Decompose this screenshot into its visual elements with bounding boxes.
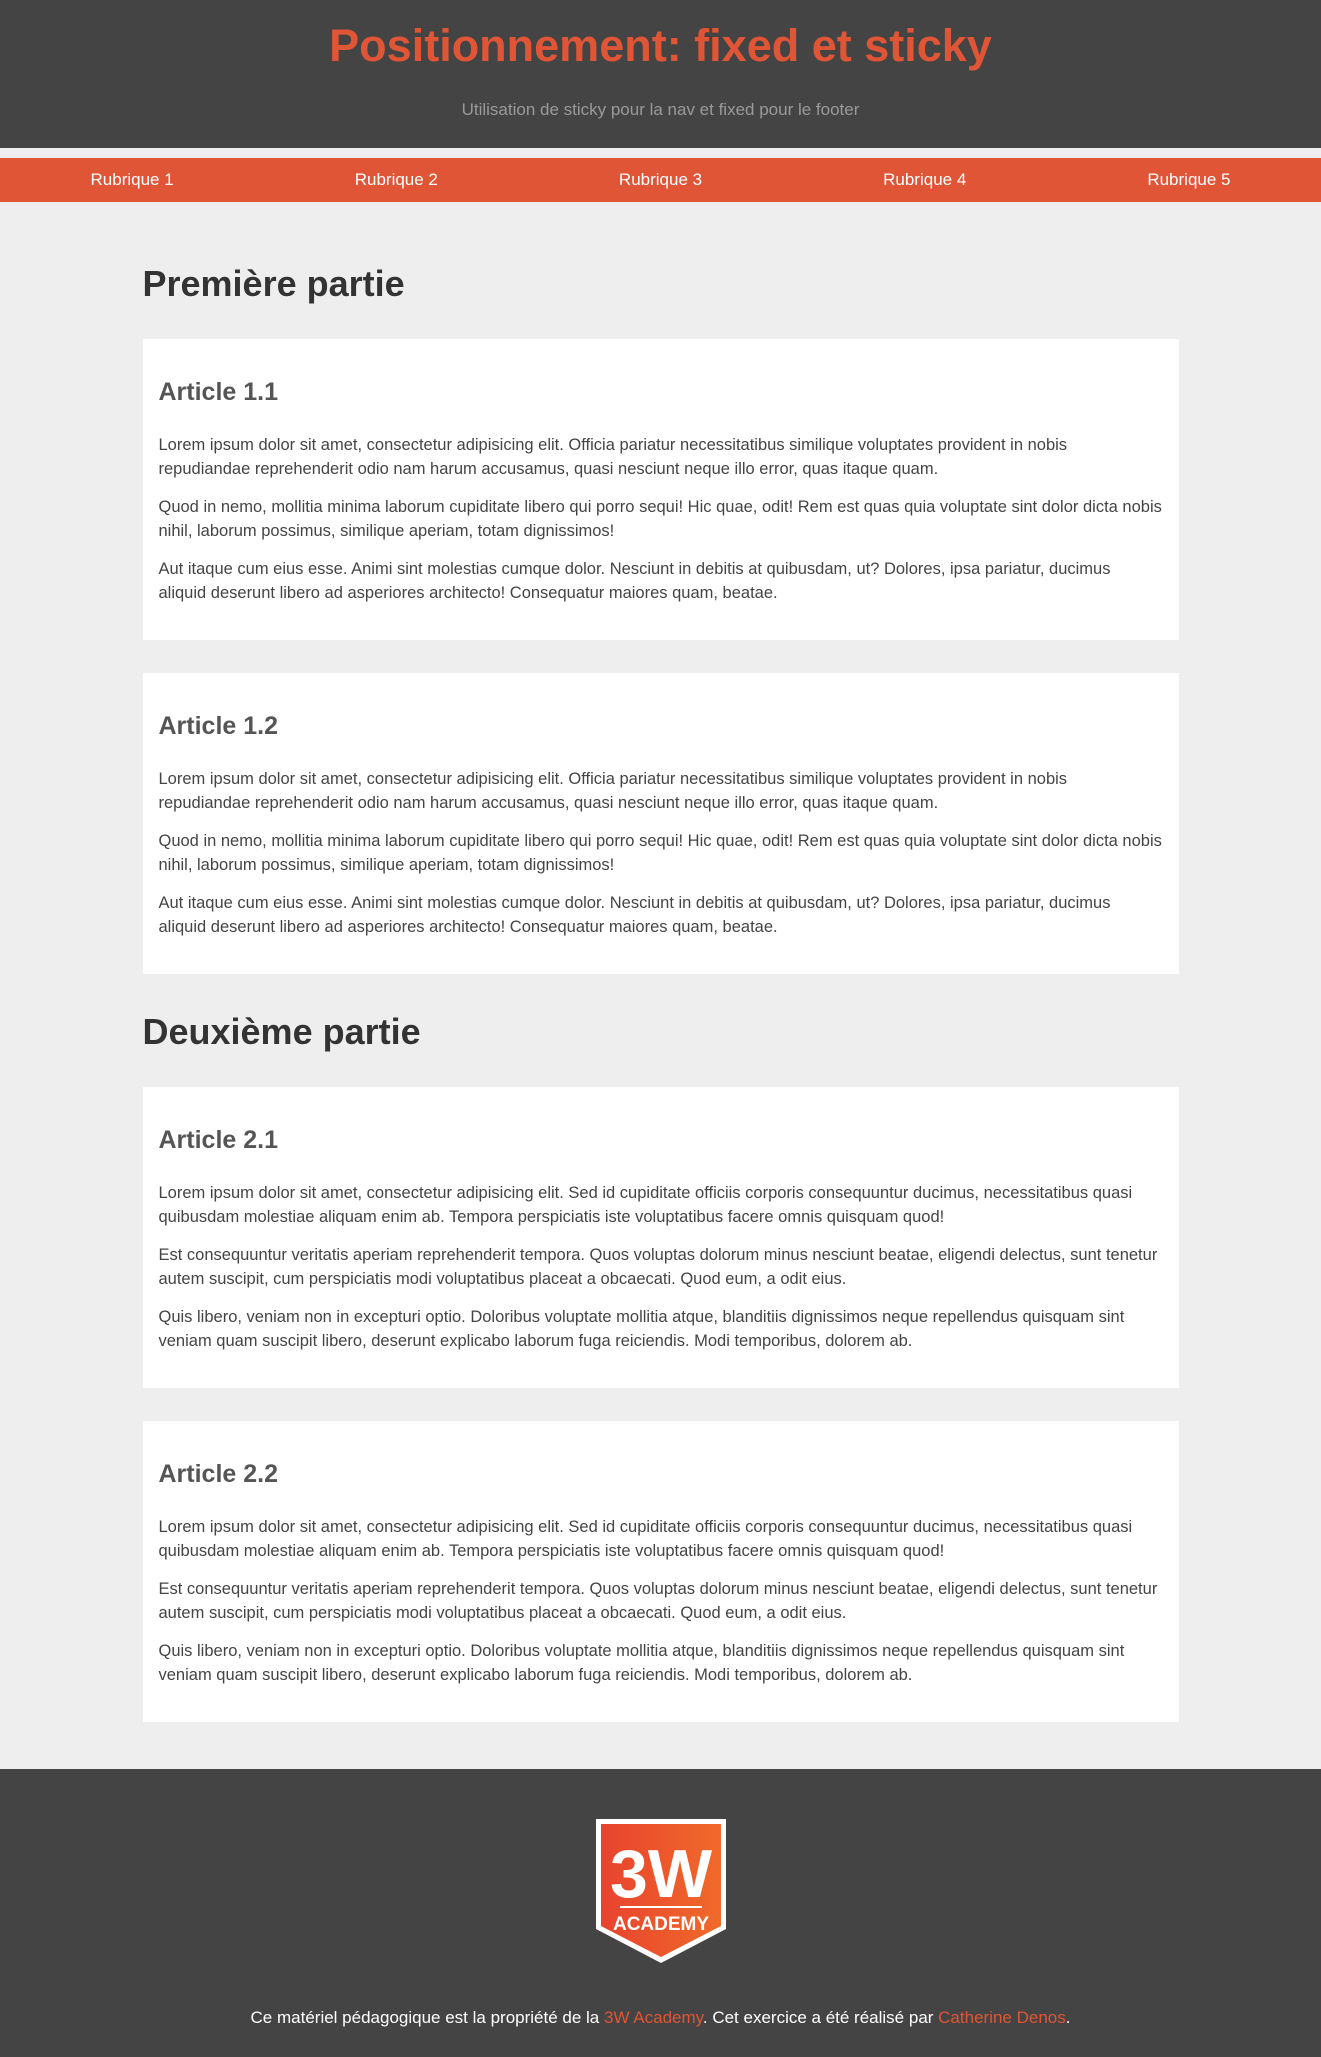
article-card	[143, 339, 1179, 640]
article-title: Article 2.2	[158, 1460, 279, 1488]
footer-text-before: Ce matériel pédagogique est la propriété de la	[250, 2008, 604, 2027]
article-title: Article 1.1	[158, 378, 279, 406]
article-title: Article 2.1	[158, 1126, 279, 1154]
site-footer	[0, 1769, 1321, 2057]
article-paragraph: Quod in nemo, mollitia minima laborum cupiditate libero qui porro sequi! Hic quae, odit! Rem est quas quia voluptate sint dolor dicta nobis nihil, laborum possimus, similique aperiam, totam dignissimos!	[158, 832, 1162, 874]
page-subtitle: Utilisation de sticky pour la nav et fixed pour le footer	[461, 100, 860, 119]
footer-text-middle: . Cet exercice a été réalisé par	[702, 2008, 939, 2027]
article-paragraph: Est consequuntur veritatis aperiam reprehenderit tempora. Quos voluptas dolorum minus nesciunt beatae, eligendi delectus, sunt tenetur autem suscipit, cum perspiciatis modi voluptatibus placeat a obcaecati. Quod eum, a odit eius.	[158, 1580, 1158, 1622]
footer-credits	[0, 2008, 1321, 2028]
part-two	[143, 1010, 1179, 1722]
article-card	[143, 1087, 1179, 1388]
main-nav	[0, 158, 1321, 202]
article-title: Article 1.2	[158, 712, 279, 740]
article-paragraph: Est consequuntur veritatis aperiam reprehenderit tempora. Quos voluptas dolorum minus nesciunt beatae, eligendi delectus, sunt tenetur autem suscipit, cum perspiciatis modi voluptatibus placeat a obcaecati. Quod eum, a odit eius.	[158, 1246, 1158, 1288]
article-paragraph: Quis libero, veniam non in excepturi optio. Doloribus voluptate mollitia atque, blanditiis dignissimos neque repellendus quisquam sint veniam quam suscipit libero, deserunt explicabo laborum fuga reiciendis. Modi temporibus, dolorem ab.	[158, 1642, 1125, 1684]
footer-text-after: .	[1065, 2008, 1071, 2027]
article-paragraph: Aut itaque cum eius esse. Animi sint molestias cumque dolor. Nesciunt in debitis at quibusdam, ut? Dolores, ipsa pariatur, ducimus aliquid deserunt libero ad asperiores architecto! Consequatur maiores quam, beatae.	[158, 894, 1111, 936]
nav-item-rubrique-1[interactable]: Rubrique 1	[90, 170, 174, 189]
main-content	[143, 202, 1179, 1722]
3w-academy-logo	[594, 1817, 728, 1965]
article-paragraph: Aut itaque cum eius esse. Animi sint molestias cumque dolor. Nesciunt in debitis at quibusdam, ut? Dolores, ipsa pariatur, ducimus aliquid deserunt libero ad asperiores architecto! Consequatur maiores quam, beatae.	[158, 560, 1111, 602]
logo-text-3w: 3W	[610, 1836, 712, 1912]
part-one	[143, 262, 1179, 974]
nav-item-rubrique-2[interactable]: Rubrique 2	[354, 170, 438, 189]
part-title: Deuxième partie	[142, 1011, 421, 1052]
site-header	[0, 0, 1321, 148]
3w-academy-link[interactable]: 3W Academy	[603, 2008, 703, 2027]
part-title: Première partie	[142, 263, 405, 304]
article-paragraph: Lorem ipsum dolor sit amet, consectetur adipisicing elit. Officia pariatur necessitatibus similique voluptates provident in nobis repudiandae reprehenderit odio nam harum accusamus, quasi nesciunt neque illo error, quas itaque quam.	[158, 436, 1068, 478]
page-title: Positionnement: fixed et sticky	[329, 20, 992, 71]
article-paragraph: Lorem ipsum dolor sit amet, consectetur adipisicing elit. Sed id cupiditate officiis corporis consequuntur ducimus, necessitatibus quasi quibusdam molestiae aliquam enim ab. Tempora perspiciatis iste voluptatibus facere omnis quisquam quod!	[158, 1518, 1133, 1560]
header-nav-gap	[0, 148, 1321, 158]
article-paragraph: Lorem ipsum dolor sit amet, consectetur adipisicing elit. Officia pariatur necessitatibus similique voluptates provident in nobis repudiandae reprehenderit odio nam harum accusamus, quasi nesciunt neque illo error, quas itaque quam.	[158, 770, 1068, 812]
article-paragraph: Quis libero, veniam non in excepturi optio. Doloribus voluptate mollitia atque, blanditiis dignissimos neque repellendus quisquam sint veniam quam suscipit libero, deserunt explicabo laborum fuga reiciendis. Modi temporibus, dolorem ab.	[158, 1308, 1125, 1350]
article-paragraph: Lorem ipsum dolor sit amet, consectetur adipisicing elit. Sed id cupiditate officiis corporis consequuntur ducimus, necessitatibus quasi quibusdam molestiae aliquam enim ab. Tempora perspiciatis iste voluptatibus facere omnis quisquam quod!	[158, 1184, 1133, 1226]
author-link[interactable]: Catherine Denos	[938, 2008, 1066, 2027]
article-card	[143, 1421, 1179, 1722]
nav-item-rubrique-3[interactable]: Rubrique 3	[618, 170, 703, 189]
article-paragraph: Quod in nemo, mollitia minima laborum cupiditate libero qui porro sequi! Hic quae, odit! Rem est quas quia voluptate sint dolor dicta nobis nihil, laborum possimus, similique aperiam, totam dignissimos!	[158, 498, 1162, 540]
nav-item-rubrique-5[interactable]: Rubrique 5	[1147, 170, 1231, 189]
nav-item-rubrique-4[interactable]: Rubrique 4	[883, 170, 967, 189]
logo-text-academy: ACADEMY	[612, 1914, 710, 1935]
article-card	[143, 673, 1179, 974]
